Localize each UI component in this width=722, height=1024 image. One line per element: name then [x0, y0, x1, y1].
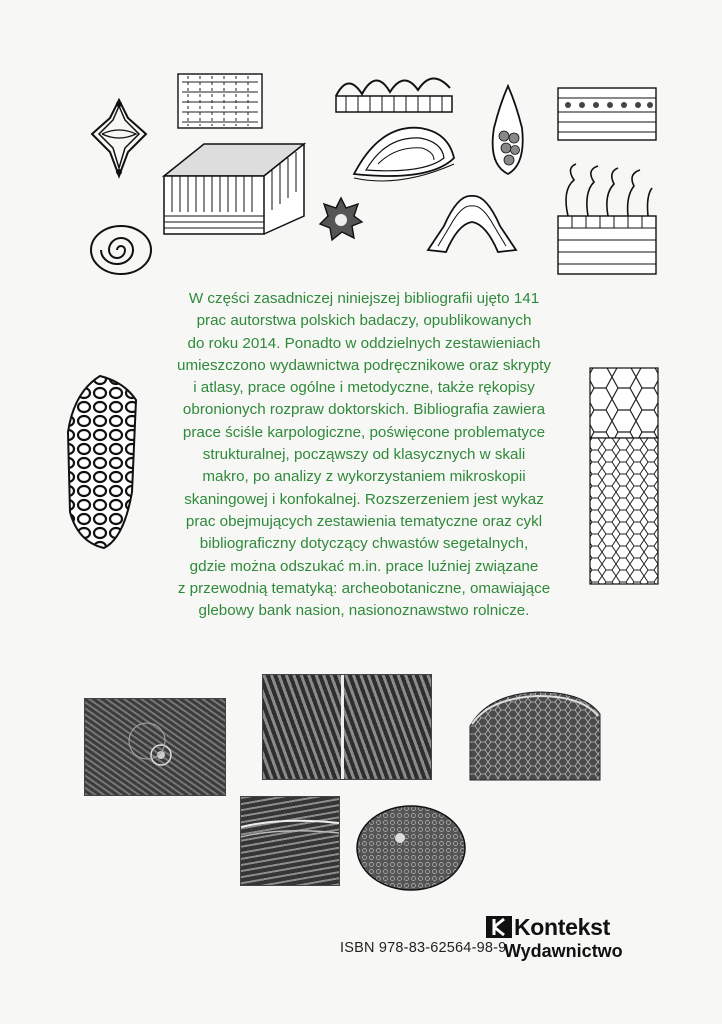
tissue-block-drawing [176, 70, 266, 132]
seed-cross-section-drawing [88, 96, 150, 180]
publisher-name: Kontekst [514, 914, 611, 940]
seed-coat-section-drawing [350, 122, 458, 184]
sem-photo-surface-left [84, 698, 226, 796]
arch-section-drawing [424, 190, 520, 258]
sem-photo-layers-bottom [240, 796, 340, 886]
cell-network-drawing-left [60, 372, 144, 552]
sem-photo-cells-center [262, 674, 432, 780]
isbn-number: ISBN 978-83-62564-98-9 [340, 940, 507, 956]
sem-photo-oval-seed [354, 798, 468, 892]
sem-photo-seed-coat-right [468, 686, 602, 782]
seed-with-hairs-drawing [556, 160, 660, 278]
coiled-embryo-drawing [88, 222, 154, 278]
spiky-pollen-drawing [318, 196, 364, 242]
flask-seed-drawing [484, 84, 530, 178]
palisade-layer-block-drawing [160, 128, 308, 238]
publisher-subtitle: Wydawnictwo [504, 941, 623, 961]
epidermis-wavy-drawing [332, 66, 456, 118]
cell-network-drawing-right [588, 366, 662, 588]
kontekst-k-icon [486, 916, 514, 938]
description-text: W części zasadniczej niniejszej bibliografii ujęto 141 prac autorstwa polskich badaczy, opublikowanych do roku 2014. Ponadto w oddzielnych zestawieniach umieszczono wydawnictwa podręcznikowe oraz skrypty i atlasy, prace ogólne i metodyczne, także rękopisy obronionych rozpraw doktorskich. Bibliografia zawiera prace ściśle karpologiczne, poświęcone problematyce strukturalnej, począwszy od klasycznych w skali makro, po analizy z wykorzystaniem mikroskopii skaningowej i konfokalnej. Rozszerzeniem jest wykaz prac obejmujących zestawienia tematyczne oraz cykl bibliograficzny dotyczący chwastów segetalnych, gdzie można odszukać m.in. prace luźniej związane z przewodnią tematyką: archeobotaniczne, omawiające glebowy bank nasion, nasionoznawstwo rolnicze. [177, 290, 551, 620]
layered-tissue-drawing [556, 84, 660, 144]
